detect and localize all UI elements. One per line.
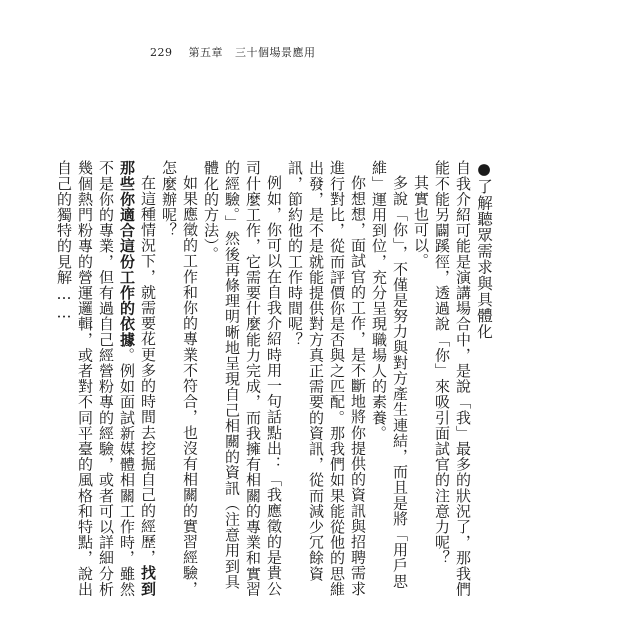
body-text: [53, 160, 494, 600]
paragraph-1: 自我介紹可能是演講場合中，是說「我」最多的狀況了，那我們能不能另闢蹊徑，透過說「你」來吸引面試官的注意力呢？: [433, 160, 472, 597]
paragraph-7-tail: 。例如面試新媒體相關工作時，雖然不是你的專業，但有過自己經營粉專的經驗，或者可以詳細分析幾個熱門粉專的營運邏輯，或者對不同平臺的風格和特點，說出自己的獨特的見解……: [55, 160, 136, 597]
paragraph-4: 你想想，面試官的工作，是不斷地將你提供的資訊與招聘需求進行對比，從而評價你是否與之匹配。那我們如果能從他的思維出發，是不是就能提供對方真正需要的資訊，從而減少冗餘資訊，節約他的工作時間呢？: [286, 160, 367, 597]
chapter-label: 第五章: [188, 46, 223, 59]
paragraph-2: 其實也可以。: [412, 175, 430, 269]
running-header: [150, 44, 316, 60]
bold-emphasis: 找到那些你適合這份工作的依據: [118, 160, 157, 597]
bullet-heading: ●了解聽眾需求與具體化: [475, 160, 493, 340]
page-number: 229: [150, 46, 173, 59]
paragraph-6: 如果應徵的工作和你的專業不符合，也沒有相關的實習經驗，怎麼辦呢？: [160, 160, 199, 597]
paragraph-7-lead: 在這種情況下，就需要花更多的時間去挖掘自己的經歷，: [139, 175, 157, 565]
paragraph-3: 多說「你」，不僅是努力與對方產生連結，而且是將「用戶思維」運用到位，充分呈現職場人的素養。: [370, 160, 409, 589]
paragraph-7: [53, 160, 158, 600]
section-title: 三十個場景應用: [235, 46, 316, 59]
paragraph-5: 例如，你可以在自我介紹時用一句話點出：「我應徵的是貴公司什麼工作，它需要什麼能力完成，而我擁有相關的專業和實習的經驗。」然後再條理明晰地呈現自己相關的資訊（注意用到具體化的方法）。: [202, 160, 283, 597]
